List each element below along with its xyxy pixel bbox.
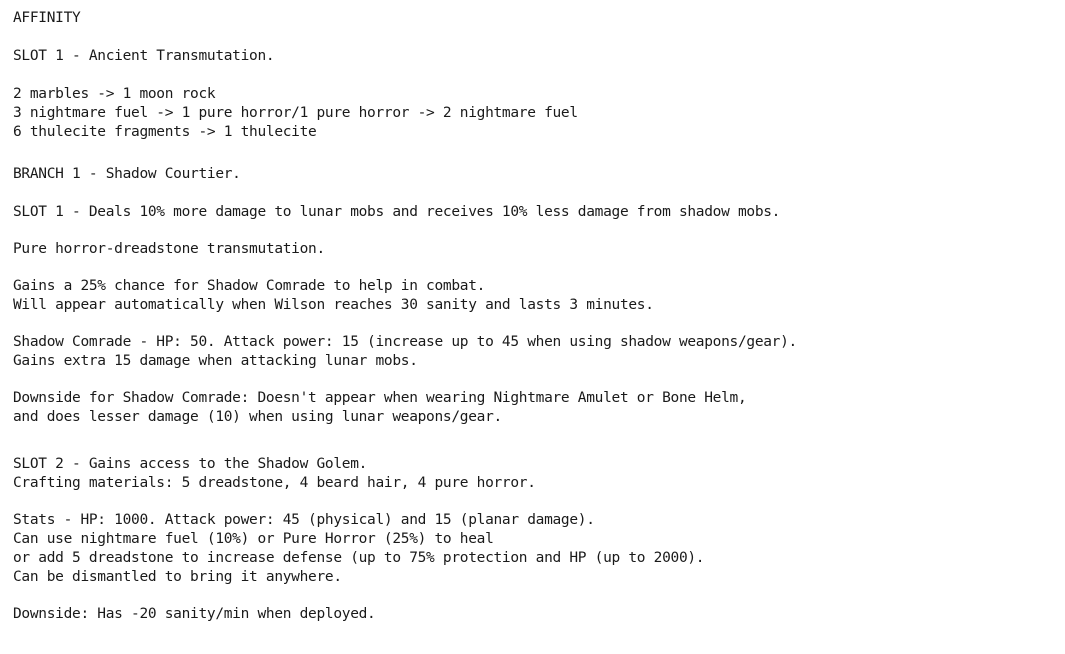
document-body <box>13 9 1053 624</box>
line-gap <box>13 142 1053 165</box>
line-gap <box>13 222 1053 240</box>
text-line: BRANCH 1 - Shadow Courtier. <box>13 166 241 182</box>
text-line: 3 nightmare fuel -> 1 pure horror/1 pure horror -> 2 nightmare fuel <box>13 105 578 121</box>
text-line: Can use nightmare fuel (10%) or Pure Horror (25%) to heal <box>13 531 494 547</box>
text-line: 6 thulecite fragments -> 1 thulecite <box>13 124 317 140</box>
text-line: Can be dismantled to bring it anywhere. <box>13 569 342 585</box>
line-gap <box>13 371 1053 389</box>
line-gap <box>13 493 1053 511</box>
text-line: Downside: Has -20 sanity/min when deployed. <box>13 606 376 622</box>
text-line: SLOT 2 - Gains access to the Shadow Golem. <box>13 456 368 472</box>
document-title: AFFINITY <box>13 10 81 26</box>
line-gap <box>13 66 1053 85</box>
text-line: Crafting materials: 5 dreadstone, 4 beard hair, 4 pure horror. <box>13 475 536 491</box>
line-gap <box>13 184 1053 203</box>
text-line: or add 5 dreadstone to increase defense (up to 75% protection and HP (up to 2000). <box>13 550 705 566</box>
text-line: Stats - HP: 1000. Attack power: 45 (physical) and 15 (planar damage). <box>13 512 595 528</box>
text-line: Gains extra 15 damage when attacking lunar mobs. <box>13 353 418 369</box>
text-line: SLOT 1 - Ancient Transmutation. <box>13 48 275 64</box>
text-line: Shadow Comrade - HP: 50. Attack power: 15 (increase up to 45 when using shadow weapons/gear). <box>13 334 797 350</box>
line-gap <box>13 587 1053 605</box>
text-line: Downside for Shadow Comrade: Doesn't appear when wearing Nightmare Amulet or Bone Helm, <box>13 390 747 406</box>
text-line: and does lesser damage (10) when using lunar weapons/gear. <box>13 409 502 425</box>
text-line: Pure horror-dreadstone transmutation. <box>13 241 325 257</box>
text-line: Will appear automatically when Wilson reaches 30 sanity and lasts 3 minutes. <box>13 297 654 313</box>
text-line: SLOT 1 - Deals 10% more damage to lunar mobs and receives 10% less damage from shadow mobs. <box>13 204 781 220</box>
line-gap <box>13 259 1053 277</box>
text-line: 2 marbles -> 1 moon rock <box>13 86 216 102</box>
text-line: Gains a 25% chance for Shadow Comrade to help in combat. <box>13 278 486 294</box>
line-gap <box>13 28 1053 47</box>
line-gap <box>13 315 1053 333</box>
line-gap <box>13 427 1053 455</box>
